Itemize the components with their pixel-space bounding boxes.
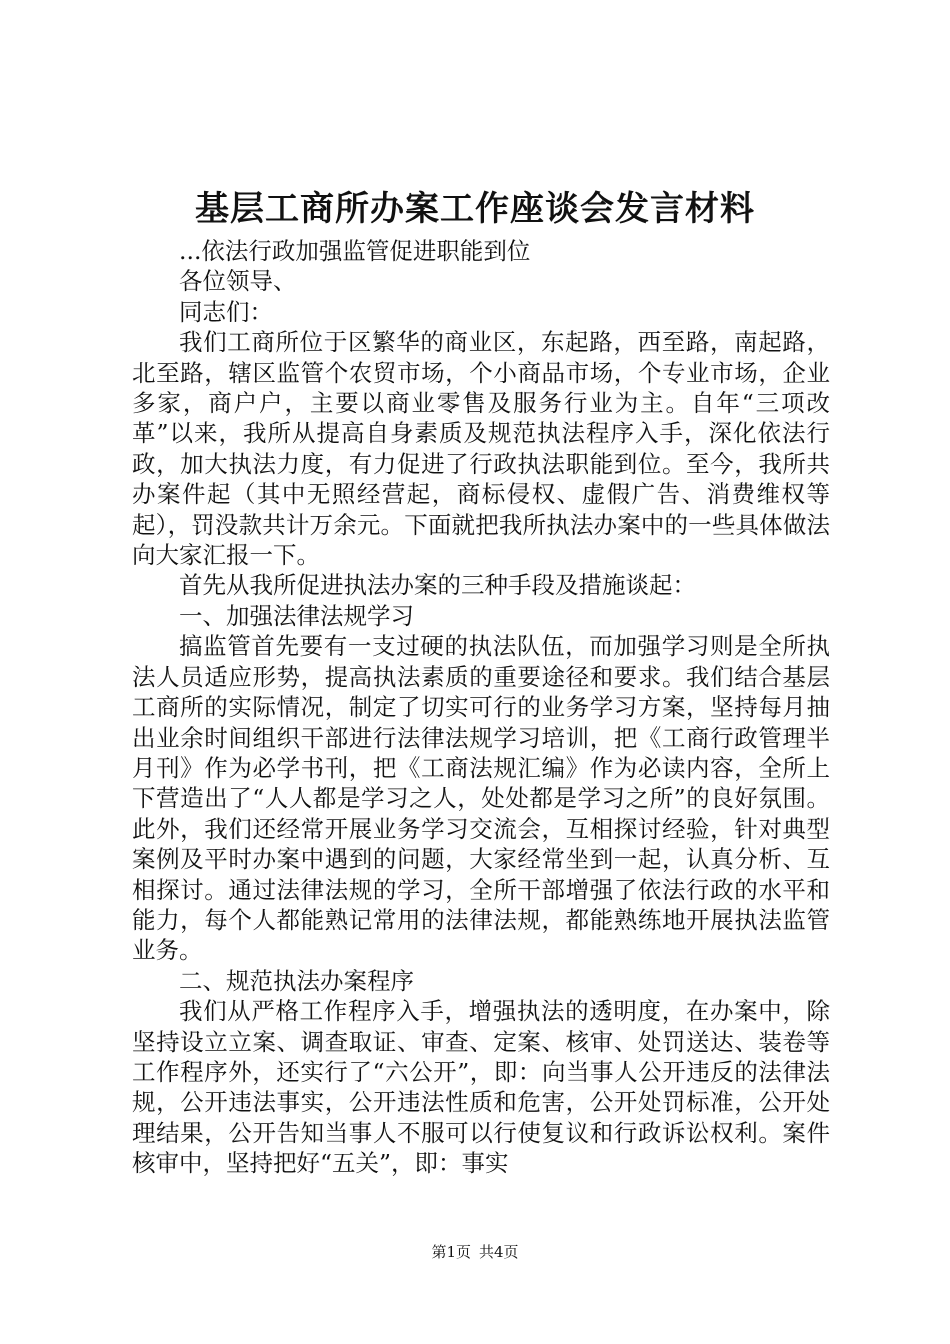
page-total: 共4页	[479, 1243, 519, 1261]
body-paragraph: 搞监管首先要有一支过硬的执法队伍，而加强学习则是全所执法人员适应形势，提高执法素质的重要途径和要求。我们结合基层工商所的实际情况，制定了切实可行的业务学习方案，坚持每月抽出业余时间组织干部进行法律法规学习培训，把《工商行政管理半月刊》作为必学书刊，把《工商法规汇编》作为必读内容，全所上下营造出了“人人都是学习之人，处处都是学习之所”的良好氛围。此外，我们还经常开展业务学习交流会，互相探讨经验，针对典型案例及平时办案中遇到的问题，大家经常坐到一起，认真分析、互相探讨。通过法律法规的学习，全所干部增强了依法行政的水平和能力，每个人都能熟记常用的法律法规，都能熟练地开展执法监管业务。	[132, 632, 830, 965]
salutation-line: 各位领导、	[179, 267, 297, 296]
page-number: 第1页	[431, 1243, 471, 1261]
body-paragraph: 我们从严格工作程序入手，增强执法的透明度，在办案中，除坚持设立立案、调查取证、审查、定案、核审、处罚送达、装卷等工作程序外，还实行了“六公开”，即：向当事人公开违反的法律法规，公开违法事实，公开违法性质和危害，公开处罚标准，公开处理结果，公开告知当事人不服可以行使复议和行政诉讼权利。案件核审中，坚持把好“五关”，即：事实	[132, 997, 830, 1178]
document-title: 基层工商所办案工作座谈会发言材料	[195, 189, 755, 229]
section-heading: 二、规范执法办案程序	[179, 966, 414, 995]
subtitle-line: ...依法行政加强监管促进职能到位	[179, 237, 531, 265]
body-paragraph: 我们工商所位于区繁华的商业区，东起路，西至路，南起路，北至路，辖区监管个农贸市场，个小商品市场，个专业市场，企业多家，商户户，主要以商业零售及服务行业为主。自年“三项改革”以来，我所从提高自身素质及规范执法程序入手，深化依法行政，加大执法力度，有力促进了行政执法职能到位。至今，我所共办案件起（其中无照经营起，商标侵权、虚假广告、消费维权等起），罚没款共计万余元。下面就把我所执法办案中的一些具体做法向大家汇报一下。	[132, 328, 830, 570]
body-paragraph: 首先从我所促进执法办案的三种手段及措施谈起：	[179, 571, 696, 600]
salutation-line: 同志们：	[179, 297, 273, 326]
page-footer	[0, 1242, 950, 1262]
section-heading: 一、加强法律法规学习	[179, 601, 414, 630]
document-body	[132, 236, 830, 1179]
